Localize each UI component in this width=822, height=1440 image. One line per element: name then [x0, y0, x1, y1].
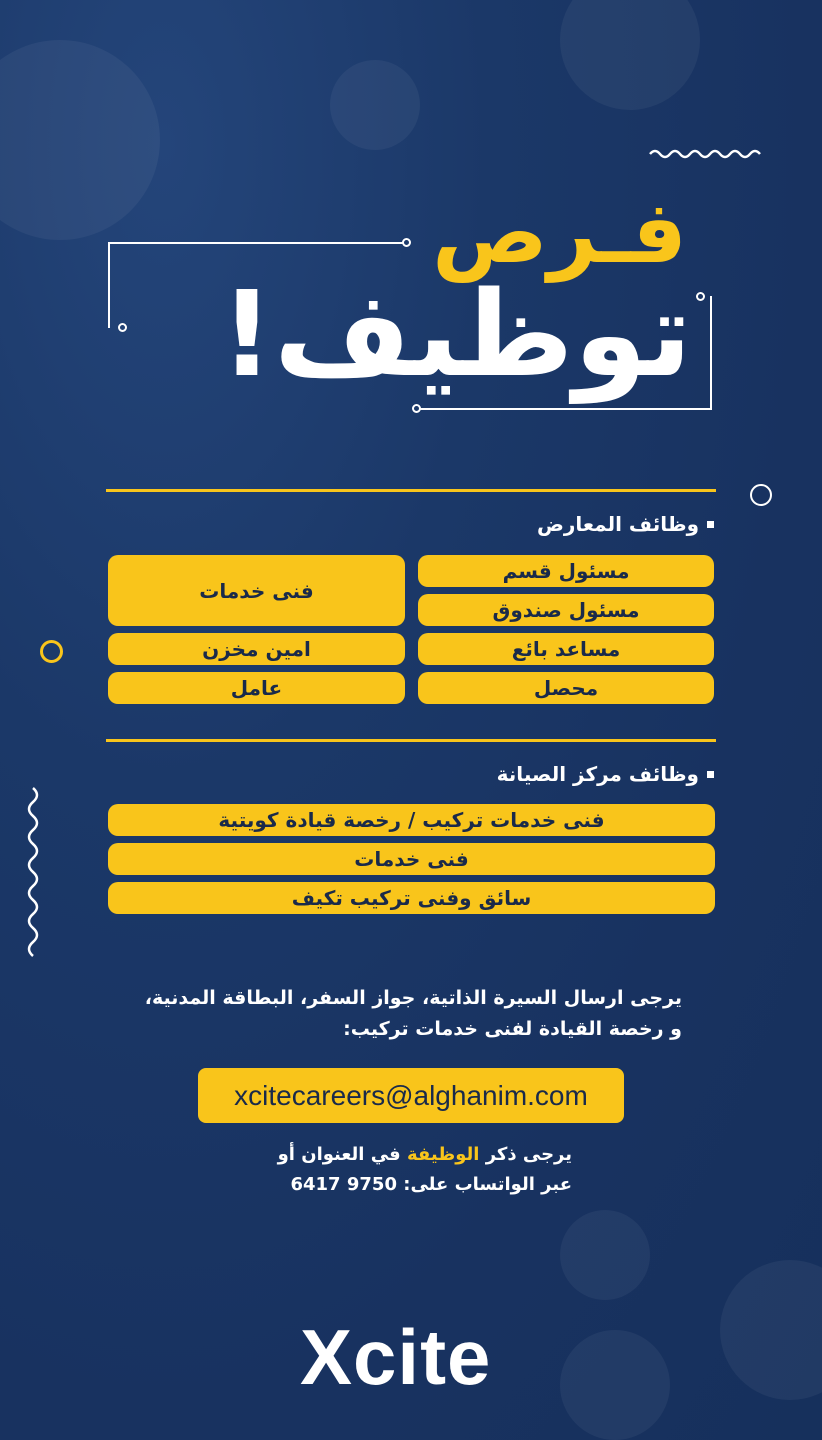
contact-line — [278, 1140, 572, 1170]
section-title-text: وظائف مركز الصيانة — [496, 762, 699, 786]
job-pill: فنى خدمات تركيب / رخصة قيادة كويتية — [108, 804, 715, 836]
instructions-text — [145, 983, 682, 1045]
job-pill: فنى خدمات — [108, 555, 405, 626]
frame-line-left — [108, 242, 110, 328]
instructions-line: و رخصة القيادة لفنى خدمات تركيب: — [343, 1018, 682, 1040]
headline-employment: توظيف! — [220, 265, 692, 403]
xcite-logo: Xcite — [300, 1313, 492, 1401]
section-title-text: وظائف المعارض — [536, 512, 699, 536]
circle-decoration-icon — [40, 640, 63, 663]
frame-line-bottom — [420, 408, 712, 410]
job-pill: مسئول قسم — [418, 555, 714, 587]
wave-decoration-icon — [648, 146, 762, 162]
section-title-maintenance — [497, 762, 714, 786]
bokeh-circle — [560, 1330, 670, 1440]
divider-line — [106, 739, 716, 742]
bokeh-circle — [560, 1210, 650, 1300]
contact-text — [278, 1140, 572, 1200]
wave-decoration-icon — [22, 786, 44, 964]
section-title-showroom — [537, 512, 714, 536]
contact-suffix: في العنوان أو — [277, 1144, 401, 1165]
bokeh-circle — [330, 60, 420, 150]
whatsapp-phone[interactable]: 9750 6417 — [290, 1174, 397, 1195]
contact-highlight: الوظيفة — [407, 1144, 480, 1165]
contact-line — [278, 1170, 572, 1200]
frame-dot — [696, 292, 705, 301]
email-address[interactable]: xcitecareers@alghanim.com — [198, 1068, 624, 1123]
bokeh-circle — [560, 0, 700, 110]
whatsapp-label: عبر الواتساب على: — [403, 1174, 572, 1195]
bullet-square-icon — [707, 771, 714, 778]
job-pill: مساعد بائع — [418, 633, 714, 665]
frame-dot — [118, 323, 127, 332]
job-pill: محصل — [418, 672, 714, 704]
job-pill: سائق وفنى تركيب تكيف — [108, 882, 715, 914]
frame-line-top — [108, 242, 404, 244]
frame-dot — [412, 404, 421, 413]
frame-line-right — [710, 296, 712, 410]
bullet-square-icon — [707, 521, 714, 528]
bokeh-circle — [720, 1260, 822, 1400]
circle-decoration-icon — [750, 484, 772, 506]
headline-opportunities: فـرص — [432, 183, 687, 283]
contact-prefix: يرجى ذكر — [485, 1144, 572, 1165]
divider-line — [106, 489, 716, 492]
job-pill: مسئول صندوق — [418, 594, 714, 626]
instructions-line: يرجى ارسال السيرة الذاتية، جواز السفر، البطاقة المدنية، — [144, 987, 682, 1009]
job-pill: امين مخزن — [108, 633, 405, 665]
bokeh-circle — [0, 40, 160, 240]
job-pill: فنى خدمات — [108, 843, 715, 875]
job-pill: عامل — [108, 672, 405, 704]
frame-dot — [402, 238, 411, 247]
